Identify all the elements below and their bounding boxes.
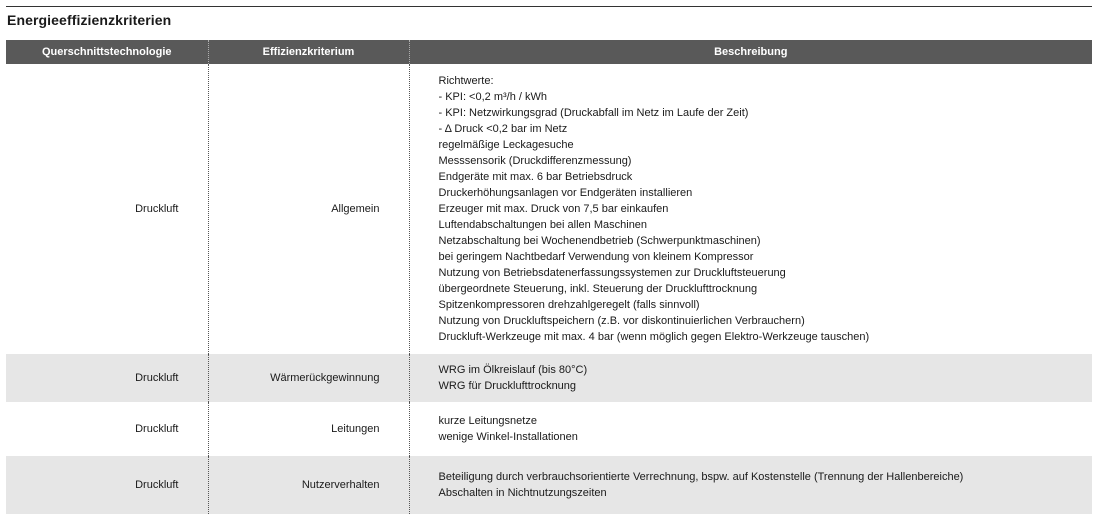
cell-kriterium: Allgemein [208, 64, 409, 354]
table-header-row [6, 40, 1092, 64]
description-line: Erzeuger mit max. Druck von 7,5 bar einkaufen [438, 203, 669, 215]
table-row [6, 402, 1092, 456]
description-line: WRG im Ölkreislauf (bis 80°C) [438, 364, 588, 376]
description-line: Richtwerte: [438, 75, 494, 87]
description-line: - Δ Druck <0,2 bar im Netz [438, 123, 568, 135]
cell-technologie: Druckluft [6, 354, 208, 402]
description-line: Abschalten in Nichtnutzungszeiten [438, 487, 607, 499]
cell-beschreibung [409, 354, 1092, 402]
criteria-table [6, 40, 1092, 514]
cell-beschreibung [409, 456, 1092, 514]
cell-technologie: Druckluft [6, 456, 208, 514]
header-querschnittstechnologie: Querschnittstechnologie [6, 40, 208, 64]
description-line: Messsensorik (Druckdifferenzmessung) [438, 155, 632, 167]
description-line: Druckluft-Werkzeuge mit max. 4 bar (wenn möglich gegen Elektro-Werkzeuge tauschen) [438, 331, 870, 343]
description-line: Nutzung von Druckluftspeichern (z.B. vor diskontinuierlichen Verbrauchern) [438, 315, 805, 327]
description-line: Nutzung von Betriebsdatenerfassungssystemen zur Druckluftsteuerung [438, 267, 786, 279]
description-line: Spitzenkompressoren drehzahlgeregelt (falls sinnvoll) [438, 299, 700, 311]
description-line: Endgeräte mit max. 6 bar Betriebsdruck [438, 171, 633, 183]
description-line: bei geringem Nachtbedarf Verwendung von kleinem Kompressor [438, 251, 754, 263]
cell-technologie: Druckluft [6, 402, 208, 456]
description-line: regelmäßige Leckagesuche [438, 139, 574, 151]
description-line: kurze Leitungsnetze [438, 415, 537, 427]
table-row [6, 64, 1092, 354]
cell-kriterium: Wärmerückgewinnung [208, 354, 409, 402]
description-line: Druckerhöhungsanlagen vor Endgeräten installieren [438, 187, 693, 199]
cell-kriterium: Leitungen [208, 402, 409, 456]
table-row [6, 456, 1092, 514]
description-line: Luftendabschaltungen bei allen Maschinen [438, 219, 648, 231]
header-beschreibung: Beschreibung [409, 40, 1092, 64]
description-line: - KPI: <0,2 m³/h / kWh [438, 91, 548, 103]
description-line: wenige Winkel-Installationen [438, 431, 578, 443]
table-row [6, 354, 1092, 402]
cell-kriterium: Nutzerverhalten [208, 456, 409, 514]
description-line: übergeordnete Steuerung, inkl. Steuerung der Drucklufttrocknung [438, 283, 758, 295]
description-line: - KPI: Netzwirkungsgrad (Druckabfall im Netz im Laufe der Zeit) [438, 107, 749, 119]
description-line: Beteiligung durch verbrauchsorientierte Verrechnung, bspw. auf Kostenstelle (Trennung der Hallenbereiche) [438, 471, 964, 483]
description-line: WRG für Drucklufttrocknung [438, 380, 577, 392]
cell-technologie: Druckluft [6, 64, 208, 354]
description-line: Netzabschaltung bei Wochenendbetrieb (Schwerpunktmaschinen) [438, 235, 761, 247]
cell-beschreibung [409, 402, 1092, 456]
page-title: Energieeffizienzkriterien [7, 12, 172, 28]
top-rule [6, 6, 1092, 7]
header-effizienzkriterium: Effizienzkriterium [208, 40, 409, 64]
cell-beschreibung [409, 64, 1092, 354]
